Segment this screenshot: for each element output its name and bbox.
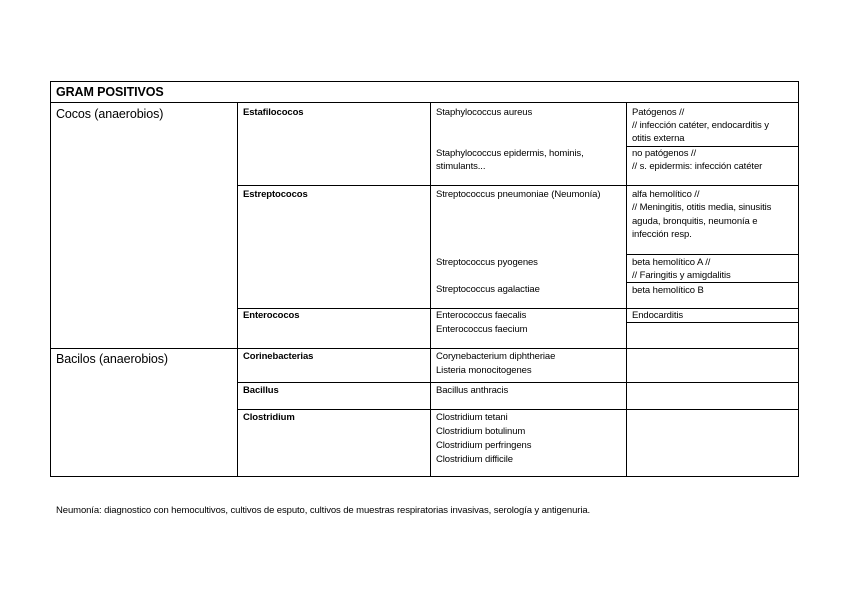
note-pneumoniae-line1: alfa hemolítico // xyxy=(632,189,700,200)
species-s-epidermis-line2: stimulants... xyxy=(436,161,486,172)
note-divider-2 xyxy=(626,254,799,255)
family-bacillus: Bacillus xyxy=(243,385,279,396)
species-l-monocitogenes: Listeria monocitogenes xyxy=(436,365,532,376)
note-epidermis-line1: no patógenos // xyxy=(632,148,696,159)
note-aureus-line3: otitis externa xyxy=(632,133,685,144)
col-divider-3 xyxy=(626,102,627,477)
table-right-border xyxy=(798,81,799,477)
species-s-agalactiae: Streptococcus agalactiae xyxy=(436,284,540,295)
species-e-faecalis: Enterococcus faecalis xyxy=(436,310,527,321)
note-aureus-line1: Patógenos // xyxy=(632,107,685,118)
table-bottom-border xyxy=(50,476,799,477)
family-clostridium: Clostridium xyxy=(243,412,295,423)
note-epidermis-line2: // s. epidermis: infección catéter xyxy=(632,161,763,172)
note-pyogenes-line2: // Faringitis y amigdalitis xyxy=(632,270,731,281)
note-enterococos: Endocarditis xyxy=(632,310,684,321)
family-corinebacterias: Corinebacterias xyxy=(243,351,314,362)
group-label-cocos: Cocos (anaerobios) xyxy=(56,107,164,121)
table-top-border xyxy=(50,81,799,82)
note-pneumoniae-line3: aguda, bronquitis, neumonía e xyxy=(632,216,758,227)
family-divider-3 xyxy=(237,382,799,383)
family-divider-1 xyxy=(237,185,799,186)
species-b-anthracis: Bacillus anthracis xyxy=(436,385,509,396)
group-divider xyxy=(50,348,799,349)
family-enterococos: Enterococos xyxy=(243,310,300,321)
family-divider-4 xyxy=(237,409,799,410)
note-pneumoniae-line2: // Meningitis, otitis media, sinusitis xyxy=(632,202,772,213)
species-s-epidermis-line1: Staphylococcus epidermis, hominis, xyxy=(436,148,584,159)
note-agalactiae: beta hemolítico B xyxy=(632,285,704,296)
family-estreptococos: Estreptococos xyxy=(243,189,308,200)
note-aureus-line2: // infección catéter, endocarditis y xyxy=(632,120,769,131)
species-c-difficile: Clostridium difficile xyxy=(436,454,513,465)
table-left-border xyxy=(50,81,51,477)
species-e-faecium: Enterococcus faecium xyxy=(436,324,528,335)
col-divider-2 xyxy=(430,102,431,477)
header-divider xyxy=(50,102,799,103)
species-s-pneumoniae: Streptococcus pneumoniae (Neumonía) xyxy=(436,189,601,200)
note-pneumoniae-line4: infección resp. xyxy=(632,229,692,240)
species-c-perfringens: Clostridium perfringens xyxy=(436,440,532,451)
species-s-pyogenes: Streptococcus pyogenes xyxy=(436,257,538,268)
species-c-tetani: Clostridium tetani xyxy=(436,412,508,423)
species-c-botulinum: Clostridium botulinum xyxy=(436,426,526,437)
table-title: GRAM POSITIVOS xyxy=(56,85,164,99)
note-pyogenes-line1: beta hemolítico A // xyxy=(632,257,711,268)
species-c-diphtheriae: Corynebacterium diphtheriae xyxy=(436,351,556,362)
family-estafilococos: Estafilococos xyxy=(243,107,304,118)
footnote: Neumonía: diagnostico con hemocultivos, cultivos de esputo, cultivos de muestras respiratorias invasivas, serología y antigenuria. xyxy=(56,505,591,516)
species-s-aureus: Staphylococcus aureus xyxy=(436,107,533,118)
col-divider-1 xyxy=(237,102,238,477)
group-label-bacilos: Bacilos (anaerobios) xyxy=(56,352,168,366)
